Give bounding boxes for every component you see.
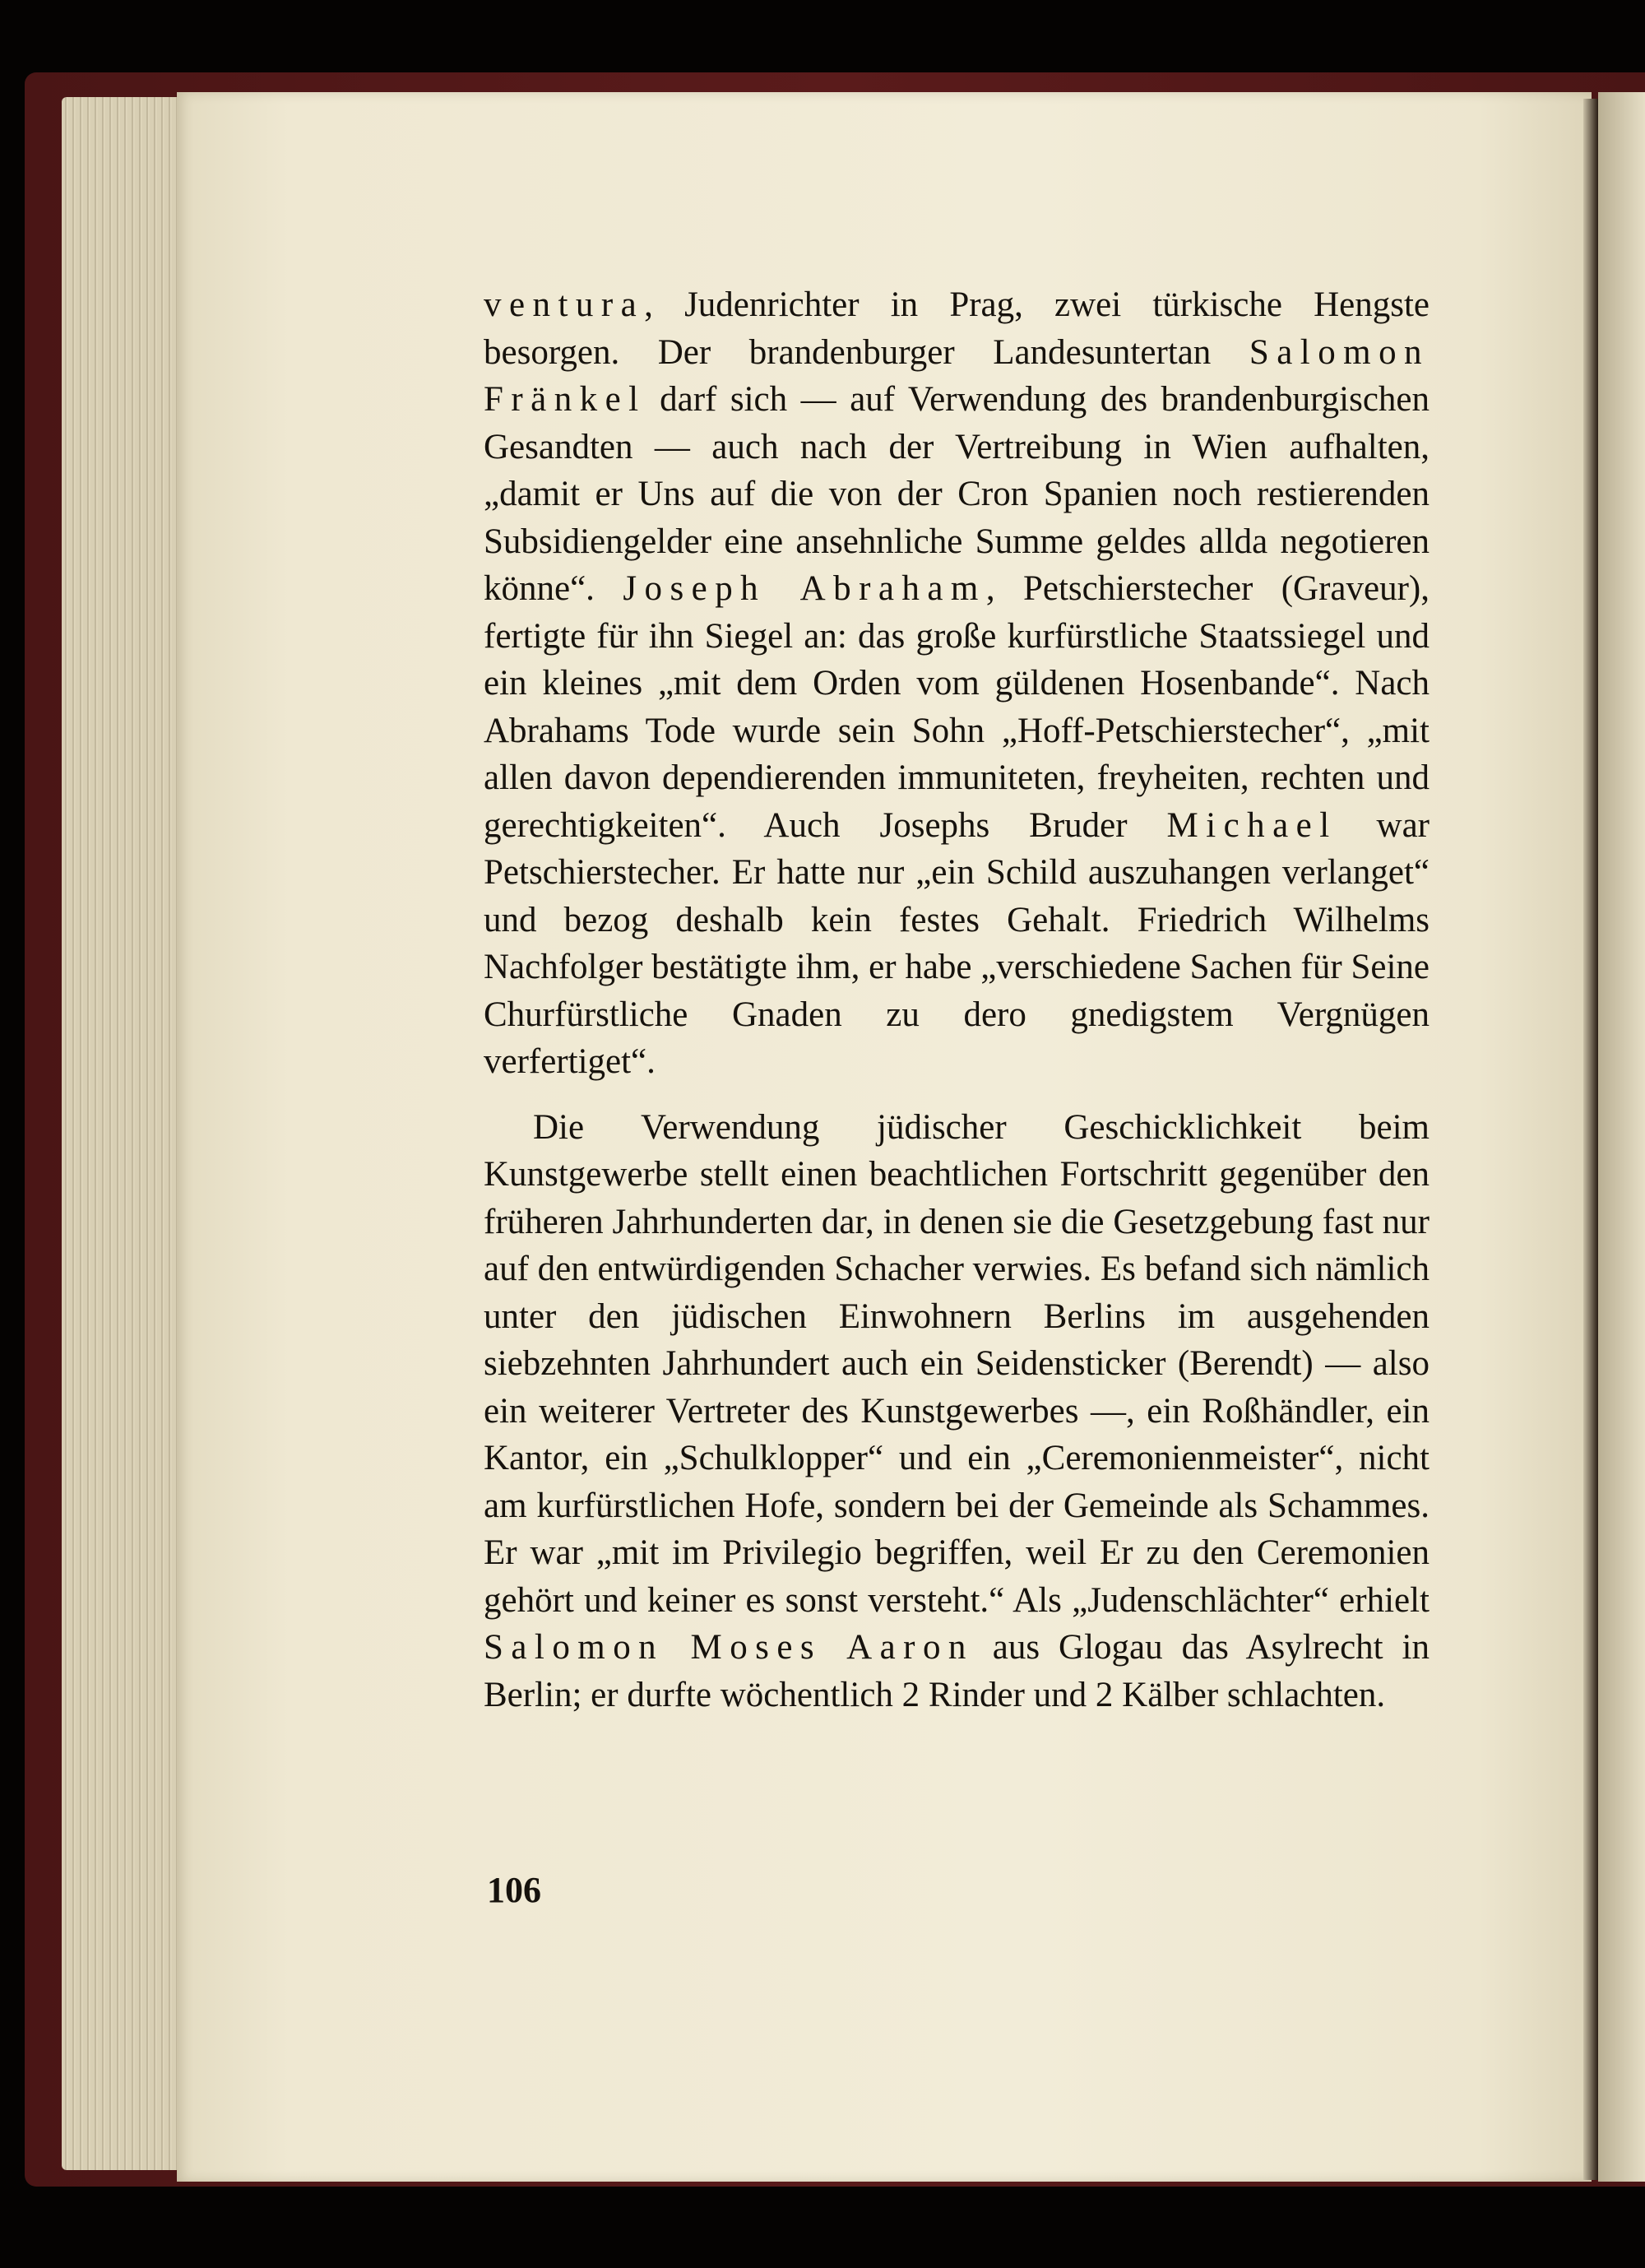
text-segment: ventura — [484, 285, 645, 324]
book-gutter — [1583, 99, 1598, 2180]
text-segment: Joseph Abraham — [623, 569, 986, 608]
paragraph — [484, 281, 1430, 1086]
facing-page-edge — [1598, 92, 1645, 2182]
text-segment: Die Verwendung jüdischer Geschicklichkeit beim Kunstgewerbe stellt einen beachtlichen Fortschritt gegenüber den früheren Jahrhunderten dar, in denen sie die Gesetzgebung fast nur auf den entwürdigenden Schacher verwies. Es befand sich nämlich unter den jüdischen Einwohnern Berlins im ausgehenden siebzehnten Jahrhundert auch ein Seidensticker (Berendt) — also ein weiterer Vertreter des Kunstgewerbes —, ein Roßhändler, ein Kantor, ein „Schulklopper“ und ein „Ceremonienmeister“, nicht am kurfürstlichen Hofe, sondern bei der Gemeinde als Schammes. Er war „mit im Privilegio begriffen, weil Er zu den Ceremonien gehört und keiner es sonst versteht.“ Als „Judenschlächter“ erhielt — [484, 1107, 1430, 1620]
page-number: 106 — [487, 1870, 541, 1910]
text-segment: war Petschierstecher. Er hatte nur „ein Schild auszuhangen verlanget“ und bezog deshalb kein festes Gehalt. Friedrich Wilhelms Nachfolger bestätigte ihm, er habe „verschiedene Sachen für Seine Churfürstliche Gnaden zu dero gnedigstem Vergnügen verfertiget“. — [484, 805, 1430, 1081]
text-segment: darf sich — auf Verwendung des brandenburgischen Gesandten — auch nach der Vertreibung in Wien aufhalten, „damit er Uns auf die von der Cron Spanien noch restierenden Subsidiengelder eine ansehnliche Summe geldes allda negotieren könne“. — [484, 380, 1430, 608]
text-segment: , Judenrichter in Prag, zwei türkische Hengste besorgen. Der brandenburger Landesuntertan — [484, 285, 1430, 372]
text-segment: Salomon Moses Aaron — [484, 1628, 974, 1667]
text-segment: Salomon Fränkel — [484, 332, 1430, 419]
text-segment: , Petschierstecher (Graveur), fertigte für ihn Siegel an: das große kurfürstliche Staatssiegel und ein kleines „mit dem Orden vom güldenen Hosenbande“. Nach Abrahams Tode wurde sein Sohn „Hoff-Petschierstecher“, „mit allen davon dependierenden immuniteten, freyheiten, rechten und gerechtigkeiten“. Auch Josephs Bruder — [484, 569, 1430, 845]
text-segment: Michael — [1166, 805, 1337, 845]
body-text — [484, 281, 1430, 1718]
text-segment: aus Glogau das Asylrecht in Berlin; er durfte wöchentlich 2 Rinder und 2 Kälber schlachten. — [484, 1628, 1430, 1714]
paragraph — [484, 1104, 1430, 1719]
